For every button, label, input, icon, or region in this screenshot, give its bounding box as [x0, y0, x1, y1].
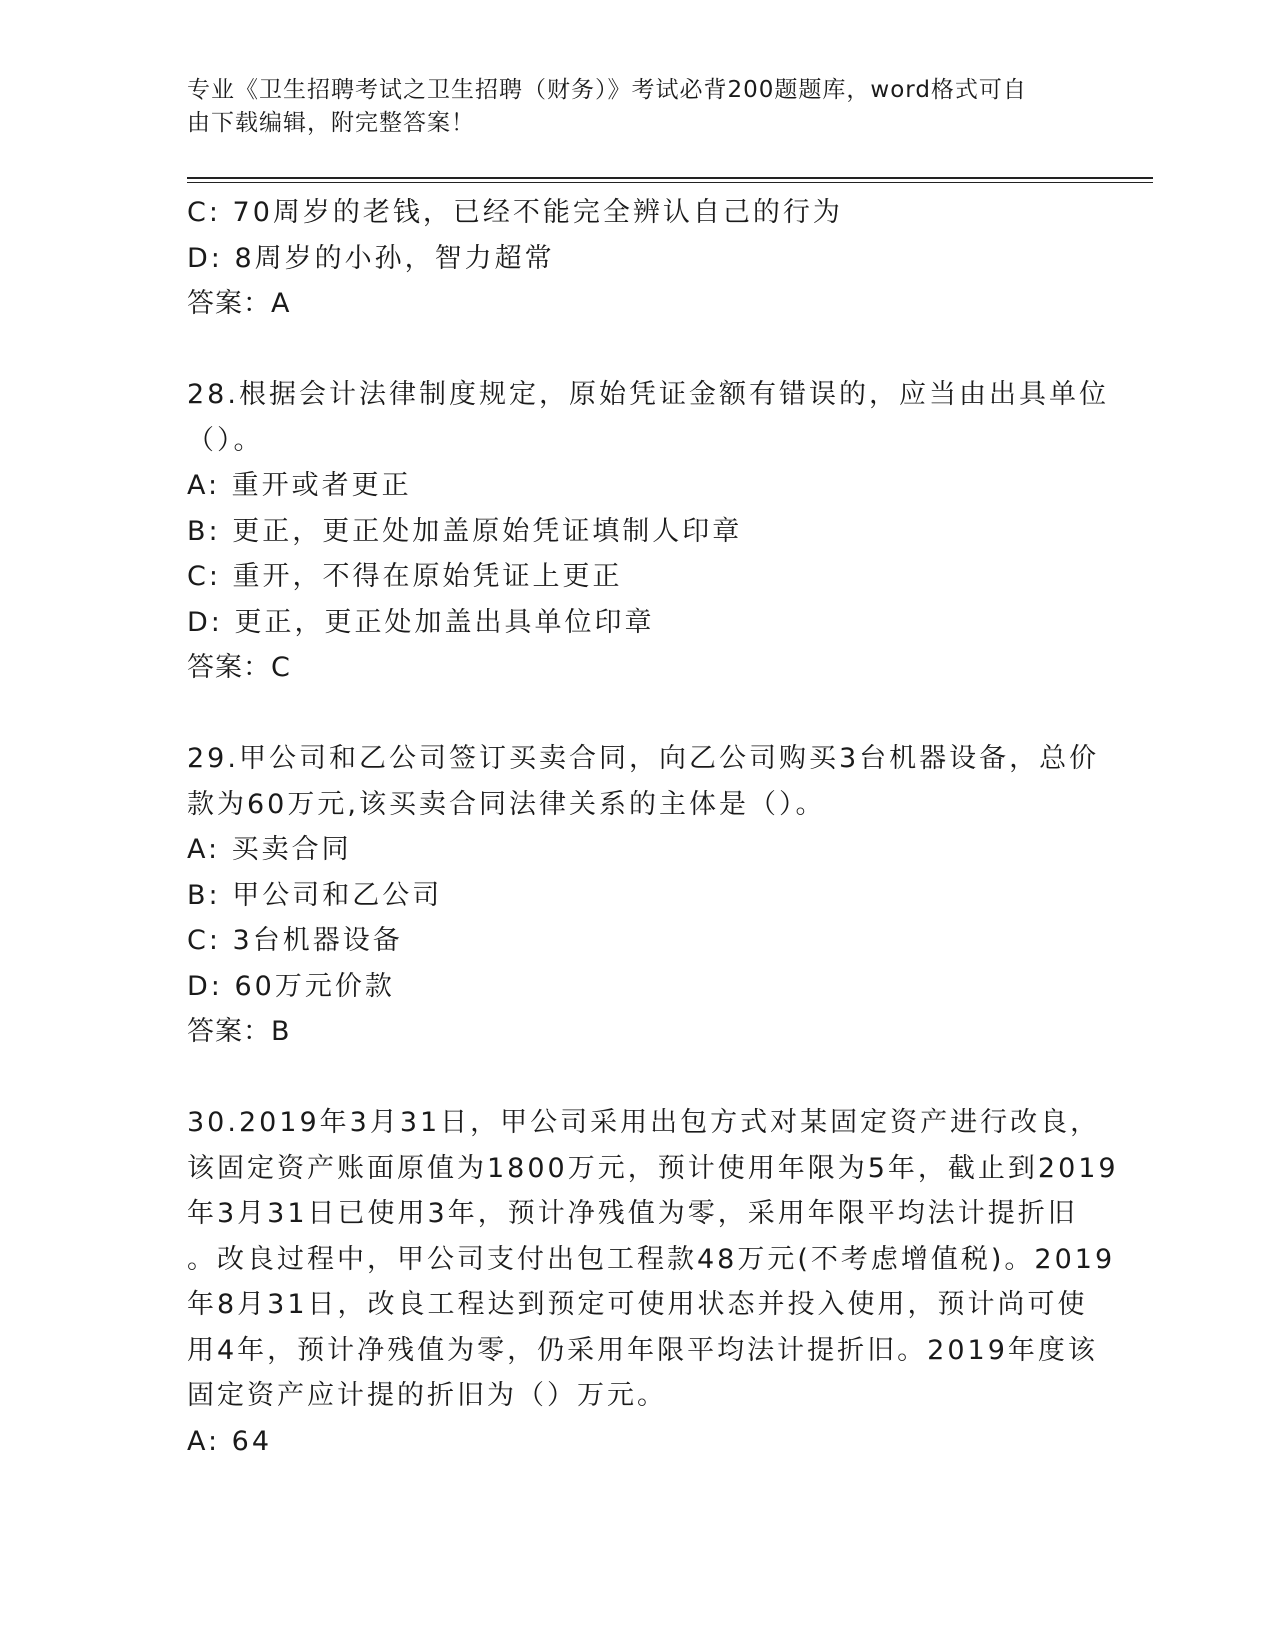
option-d: D: 8周岁的小孙，智力超常: [187, 242, 555, 274]
document-body: [187, 190, 1119, 1464]
question-28: [187, 372, 1109, 691]
answer-line: 答案：A: [187, 288, 291, 319]
header-line-2: 由下载编辑，附完整答案！: [187, 110, 475, 136]
question-27-continuation: [187, 190, 1087, 327]
question-30: [187, 1100, 1119, 1464]
question-stem-line: 固定资产应计提的折旧为（）万元。: [187, 1380, 667, 1411]
header-rule-thin: [187, 182, 1153, 183]
question-stem-line: 年8月31日，改良工程达到预定可使用状态并投入使用，预计尚可使: [187, 1289, 1088, 1320]
question-stem-line: 用4年，预计净残值为零，仍采用年限平均法计提折旧。2019年度该: [187, 1334, 1098, 1366]
option-b: B: 甲公司和乙公司: [187, 879, 443, 911]
option-d: D: 更正，更正处加盖出具单位印章: [187, 606, 655, 638]
question-stem-line: 28.根据会计法律制度规定，原始凭证金额有错误的，应当由出具单位: [187, 379, 1109, 410]
header-rule-thick: [187, 177, 1153, 179]
question-stem-line: 。改良过程中，甲公司支付出包工程款48万元(不考虑增值税)。2019: [187, 1243, 1116, 1275]
question-stem-line: 30.2019年3月31日，甲公司采用出包方式对某固定资产进行改良，: [187, 1107, 1101, 1138]
answer-line: 答案：B: [187, 1016, 291, 1047]
option-c: C: 重开，不得在原始凭证上更正: [187, 561, 623, 592]
question-stem-line: 年3月31日已使用3年，预计净残值为零，采用年限平均法计提折旧: [187, 1198, 1078, 1229]
option-a: A: 64: [187, 1425, 273, 1457]
question-stem-line: 29.甲公司和乙公司签订买卖合同，向乙公司购买3台机器设备，总价: [187, 743, 1100, 774]
question-stem-line: 款为60万元,该买卖合同法律关系的主体是（）。: [187, 788, 826, 820]
document-header: [187, 74, 1067, 140]
option-c: C: 70周岁的老钱，已经不能完全辨认自己的行为: [187, 197, 843, 228]
option-b: B: 更正，更正处加盖原始凭证填制人印章: [187, 515, 743, 547]
option-c: C: 3台机器设备: [187, 925, 403, 956]
option-a: A: 重开或者更正: [187, 470, 412, 501]
answer-line: 答案：C: [187, 652, 291, 683]
option-a: A: 买卖合同: [187, 834, 352, 865]
question-stem-line: 该固定资产账面原值为1800万元，预计使用年限为5年，截止到2019: [187, 1152, 1119, 1184]
header-line-1: 专业《卫生招聘考试之卫生招聘（财务）》考试必背200题题库，word格式可自: [187, 77, 1027, 103]
option-d: D: 60万元价款: [187, 970, 395, 1002]
question-stem-line: （）。: [187, 424, 264, 456]
question-29: [187, 736, 1100, 1055]
